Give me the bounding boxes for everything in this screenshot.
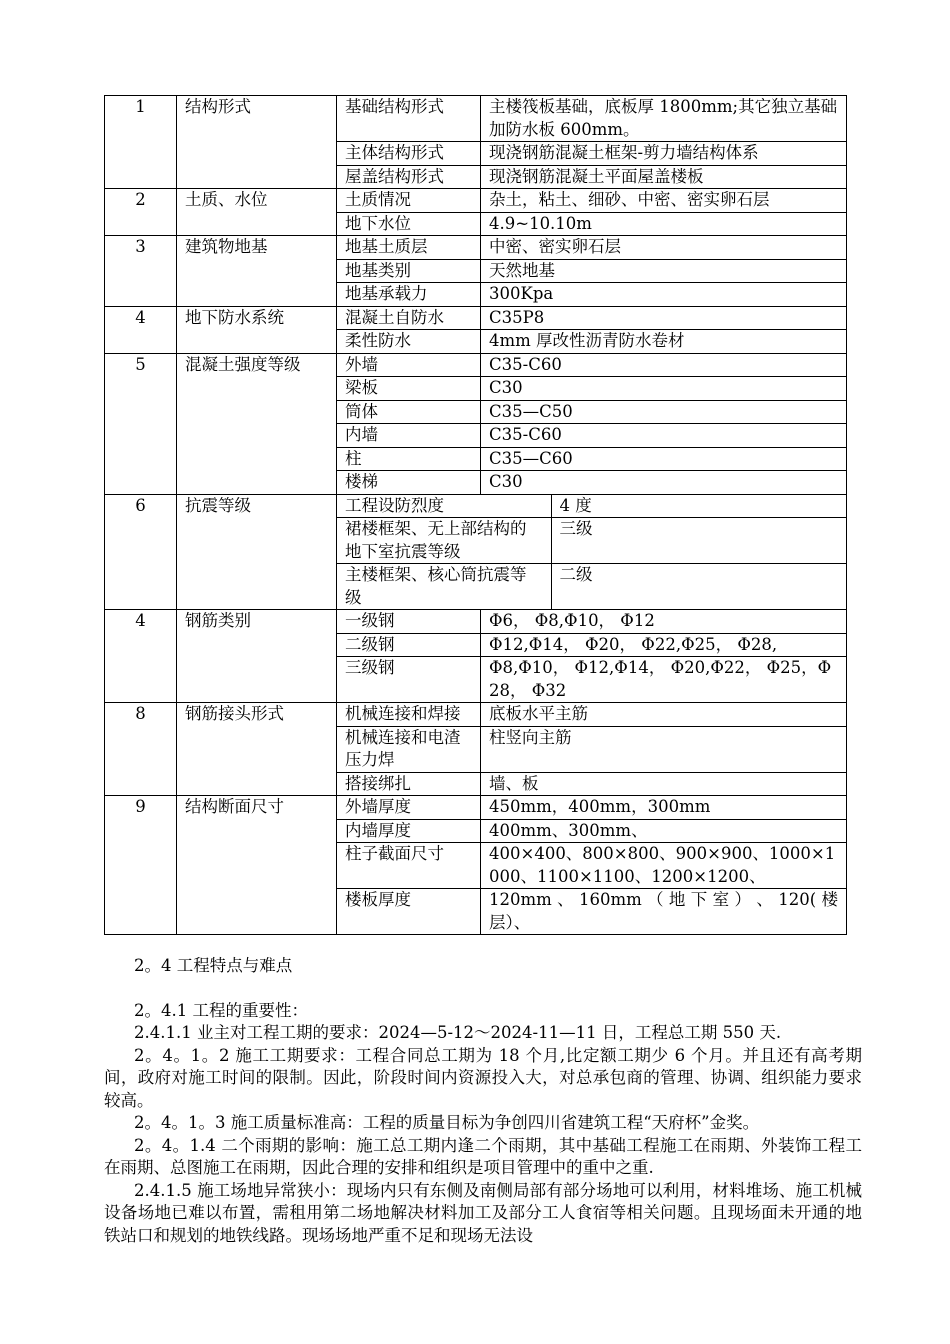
seismic-subtable [337,495,846,610]
sub-value: C35-C60 [481,353,847,377]
table-row [105,96,847,142]
sub-value: C30 [481,377,847,401]
sub-value: 三级 [551,518,846,564]
sub-label: 土质情况 [337,189,481,213]
sub-value: Φ12,Φ14， Φ20， Φ22,Φ25， Φ28, [481,633,847,657]
sub-value: 二级 [559,565,593,584]
sub-value: 450mm，400mm，300mm [481,796,847,820]
row-number: 4 [105,610,177,703]
table-row [105,189,847,213]
sub-value: Φ8,Φ10， Φ12,Φ14， Φ20,Φ22， Φ25，Φ28， Φ32 [481,657,847,703]
sub-label: 地基土质层 [337,236,481,260]
sub-label: 柱子截面尺寸 [337,843,481,889]
table-row [337,495,846,518]
table-row [105,236,847,260]
row-number: 9 [105,796,177,935]
item-name: 抗震等级 [177,494,337,610]
row-number: 3 [105,236,177,307]
table-row [337,564,846,610]
table-row [105,353,847,377]
sub-value: 底板水平主筋 [481,703,847,727]
sub-label: 基础结构形式 [337,96,481,142]
sub-value: 杂土，粘土、细砂、中密、密实卵石层 [481,189,847,213]
sub-value: C35P8 [481,306,847,330]
sub-value: 主楼筏板基础，底板厚 1800mm;其它独立基础加防水板 600mm。 [481,96,847,142]
sub-value: C35—C60 [481,447,847,471]
sub-value: 天然地基 [481,259,847,283]
item-name: 混凝土强度等级 [177,353,337,494]
item-name: 地下防水系统 [177,306,337,353]
sub-label: 筒体 [337,400,481,424]
sub-value: 墙、板 [481,772,847,796]
sub-value: 4mm 厚改性沥青防水卷材 [481,330,847,354]
sub-label: 外墙 [337,353,481,377]
sub-value: 300Kpa [481,283,847,307]
sub-label: 外墙厚度 [337,796,481,820]
sub-label: 工程设防烈度 [337,495,551,518]
item-name: 建筑物地基 [177,236,337,307]
sub-value: 4 度 [551,495,846,518]
row-number: 2 [105,189,177,236]
sub-label: 一级钢 [337,610,481,634]
sub-label: 柔性防水 [337,330,481,354]
project-spec-table [104,95,847,935]
sub-value: 柱竖向主筋 [481,726,847,772]
sub-value: C35-C60 [481,424,847,448]
sub-value: 400×400、800×800、900×900、1000×1000、1100×1100、1200×1200、 [481,843,847,889]
paragraph: 2。4。1.4 二个雨期的影响：施工总工期内逢二个雨期，其中基础工程施工在雨期、外装饰工程工在雨期、总图施工在雨期，因此合理的安排和组织是项目管理中的重中之重. [104,1135,862,1177]
sub-label: 内墙厚度 [337,819,481,843]
sub-value: 400mm、300mm、 [481,819,847,843]
item-name: 土质、水位 [177,189,337,236]
table-row [105,703,847,727]
section-heading: 2。4 工程特点与难点 [134,956,293,975]
table-row [337,518,846,564]
paragraph: 2。4.1 工程的重要性： [134,1000,308,1020]
sub-label: 梁板 [337,377,481,401]
sub-label: 三级钢 [337,657,481,703]
sub-label: 混凝土自防水 [337,306,481,330]
sub-value: 现浇钢筋混凝土平面屋盖楼板 [481,165,847,189]
sub-label: 地下水位 [337,212,481,236]
paragraph: 2.4.1.1 业主对工程工期的要求：2024—5-12～2024-11—11 日，工程总工期 550 天. [134,1023,782,1042]
sub-label: 主楼框架、核心筒抗震等级 [337,564,551,610]
item-name: 结构断面尺寸 [177,796,337,935]
sub-value: C30 [481,471,847,495]
paragraph: 2。4。1。3 施工质量标准高：工程的质量目标为争创四川省建筑工程“天府杯”金奖。 [134,1113,760,1132]
item-name: 钢筋类别 [177,610,337,703]
row-number: 8 [105,703,177,796]
sub-value: 中密、密实卵石层 [481,236,847,260]
sub-label: 主体结构形式 [337,142,481,166]
paragraph: 2。4。1。2 施工工期要求：工程合同总工期为 18 个月,比定额工期少 6 个月。并且还有高考期间，政府对施工时间的限制。因此，阶段时间内资源投入大，对总承包商的管理、协调、组织能力要求较高。 [104,1045,862,1110]
sub-label: 机械连接和电渣压力焊 [337,726,481,772]
sub-value: C35—C50 [481,400,847,424]
sub-label: 二级钢 [337,633,481,657]
paragraph: 2.4.1.5 施工场地异常狭小：现场内只有东侧及南侧局部有部分场地可以利用，材料堆场、施工机械设备场地已难以布置，需租用第二场地解决材料加工及部分工人食宿等相关问题。且现场面未开通的地铁站口和规划的地铁线路。现场场地严重不足和现场无法设 [104,1180,862,1245]
table-row [105,796,847,820]
item-name: 结构形式 [177,96,337,189]
row-number: 1 [105,96,177,189]
sub-label: 内墙 [337,424,481,448]
sub-label: 搭接绑扎 [337,772,481,796]
row-number: 5 [105,353,177,494]
sub-label: 柱 [337,447,481,471]
table-row [105,306,847,330]
sub-label: 楼梯 [337,471,481,495]
sub-label: 地基类别 [337,259,481,283]
sub-value: 现浇钢筋混凝土框架-剪力墙结构体系 [481,142,847,166]
sub-value: Φ6， Φ8,Φ10， Φ12 [481,610,847,634]
table-row [105,494,847,610]
row-number: 6 [105,494,177,610]
table-row [105,610,847,634]
row-number: 4 [105,306,177,353]
seismic-subtable-cell [337,494,847,610]
sub-label: 楼板厚度 [337,889,481,935]
sub-label: 地基承载力 [337,283,481,307]
sub-label: 屋盖结构形式 [337,165,481,189]
sub-value: 4.9~10.10m [481,212,847,236]
body-text [104,955,862,1247]
item-name: 钢筋接头形式 [177,703,337,796]
sub-label: 裙楼框架、无上部结构的地下室抗震等级 [337,518,551,564]
sub-label: 机械连接和焊接 [337,703,481,727]
sub-value: 120mm 、 160mm （ 地 下 室 ） 、 120( 楼层）、 [481,889,847,935]
